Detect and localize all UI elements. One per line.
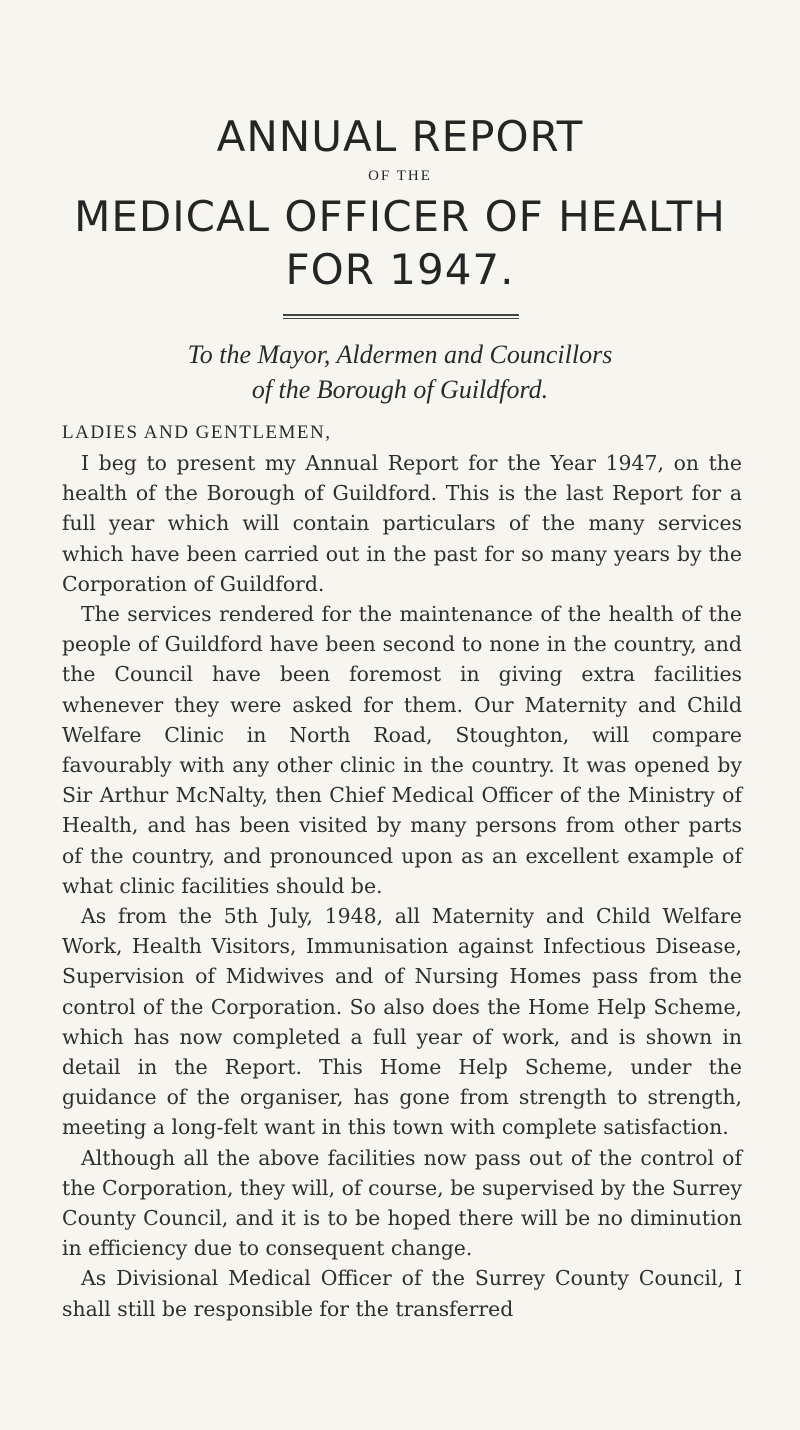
address-line-2: of the Borough of Guildford. xyxy=(251,375,549,404)
paragraph-services: The services rendered for the maintenance of the health of the people of Guildford have been second to none in the country, and the Council have been foremost in giving extra facilities whenever they were asked for them. Our Maternity and Child Welfare Clinic in North Road, Stoughton, will compare favourably with any other clinic in the country. It was opened by Sir Arthur McNalty, then Chief Medical Officer of the Ministry of Health, and has been visited by many persons from other parts of the country, and pronounced upon as an excellent example of what clinic facilities should be. xyxy=(62,602,742,898)
report-body xyxy=(62,448,742,1324)
paragraph-transfer: As from the 5th July, 1948, all Maternity and Child Welfare Work, Health Visitors, Immunisation against Infectious Disease, Supervision of Midwives and of Nursing Homes pass from the control of the Corporation. So also does the Home Help Scheme, which has now completed a full year of work, and is shown in detail in the Report. This Home Help Scheme, under the guidance of the organiser, has gone from strength to strength, meeting a long-felt want in this town with complete satisfaction. xyxy=(62,904,742,1140)
report-year: FOR 1947. xyxy=(285,245,515,294)
address-line-1: To the Mayor, Aldermen and Councillors xyxy=(187,340,613,369)
paragraph-supervision: Although all the above facilities now pass out of the control of the Corporation, they will, of course, be supervised by the Surrey County Council, and it is to be hoped there will be no diminution in efficiency due to consequent change. xyxy=(62,1145,742,1261)
report-title-connector: OF THE xyxy=(368,168,432,184)
report-subject: MEDICAL OFFICER OF HEALTH xyxy=(74,192,726,241)
paragraph-intro: I beg to present my Annual Report for the Year 1947, on the health of the Borough of Guildford. This is the last Report for a full year which will contain particulars of the many services which have been carried out in the past for so many years by the Corporation of Guildford. xyxy=(62,451,742,596)
paragraph-divisional: As Divisional Medical Officer of the Surrey County Council, I shall still be responsible for the transferred xyxy=(62,1266,742,1321)
salutation: LADIES AND GENTLEMEN, xyxy=(62,422,332,443)
report-title: ANNUAL REPORT xyxy=(216,112,584,161)
title-divider xyxy=(283,314,519,316)
title-divider-thin xyxy=(283,318,519,319)
